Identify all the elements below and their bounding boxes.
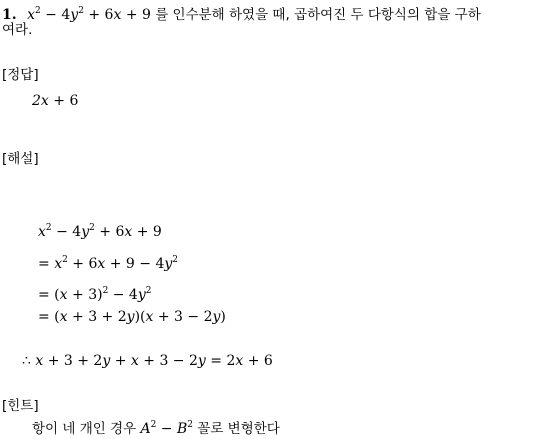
problem-expression: $x^2 - 4y^2 + 6x + 9$ [27,6,151,23]
hint-expression: $A^2 - B^2$ [140,420,193,437]
hint-text [32,415,280,439]
answer-label: [정답] [2,67,39,83]
solution-step-1: $x^2 - 4y^2 + 6x + 9$ [38,223,162,240]
problem-text-line2: 여라. [2,22,33,38]
solution-step-4: = (x + 3 + 2y)(x + 3 − 2y) [38,309,226,325]
solution-step-2: = $x^2 + 6x + 9 - 4y^2$ [38,255,179,272]
solution-label: [해설] [2,151,39,167]
problem-statement [2,1,481,25]
problem-text: 를 인수분해 하였을 때, 곱하여진 두 다항식의 합을 구하 [150,7,481,23]
solution-conclusion: ∴ x + 3 + 2y + x + 3 − 2y = 2x + 6 [22,353,273,369]
hint-text-before: 항이 네 개인 경우 [32,421,141,437]
problem-number: 1. [2,7,17,23]
answer-value: 2x + 6 [32,93,79,109]
hint-label: [힌트] [2,398,39,414]
hint-text-after: 꼴로 변형한다 [192,421,280,437]
solution-step-3: = $(x + 3)^2 - 4y^2$ [38,286,152,303]
